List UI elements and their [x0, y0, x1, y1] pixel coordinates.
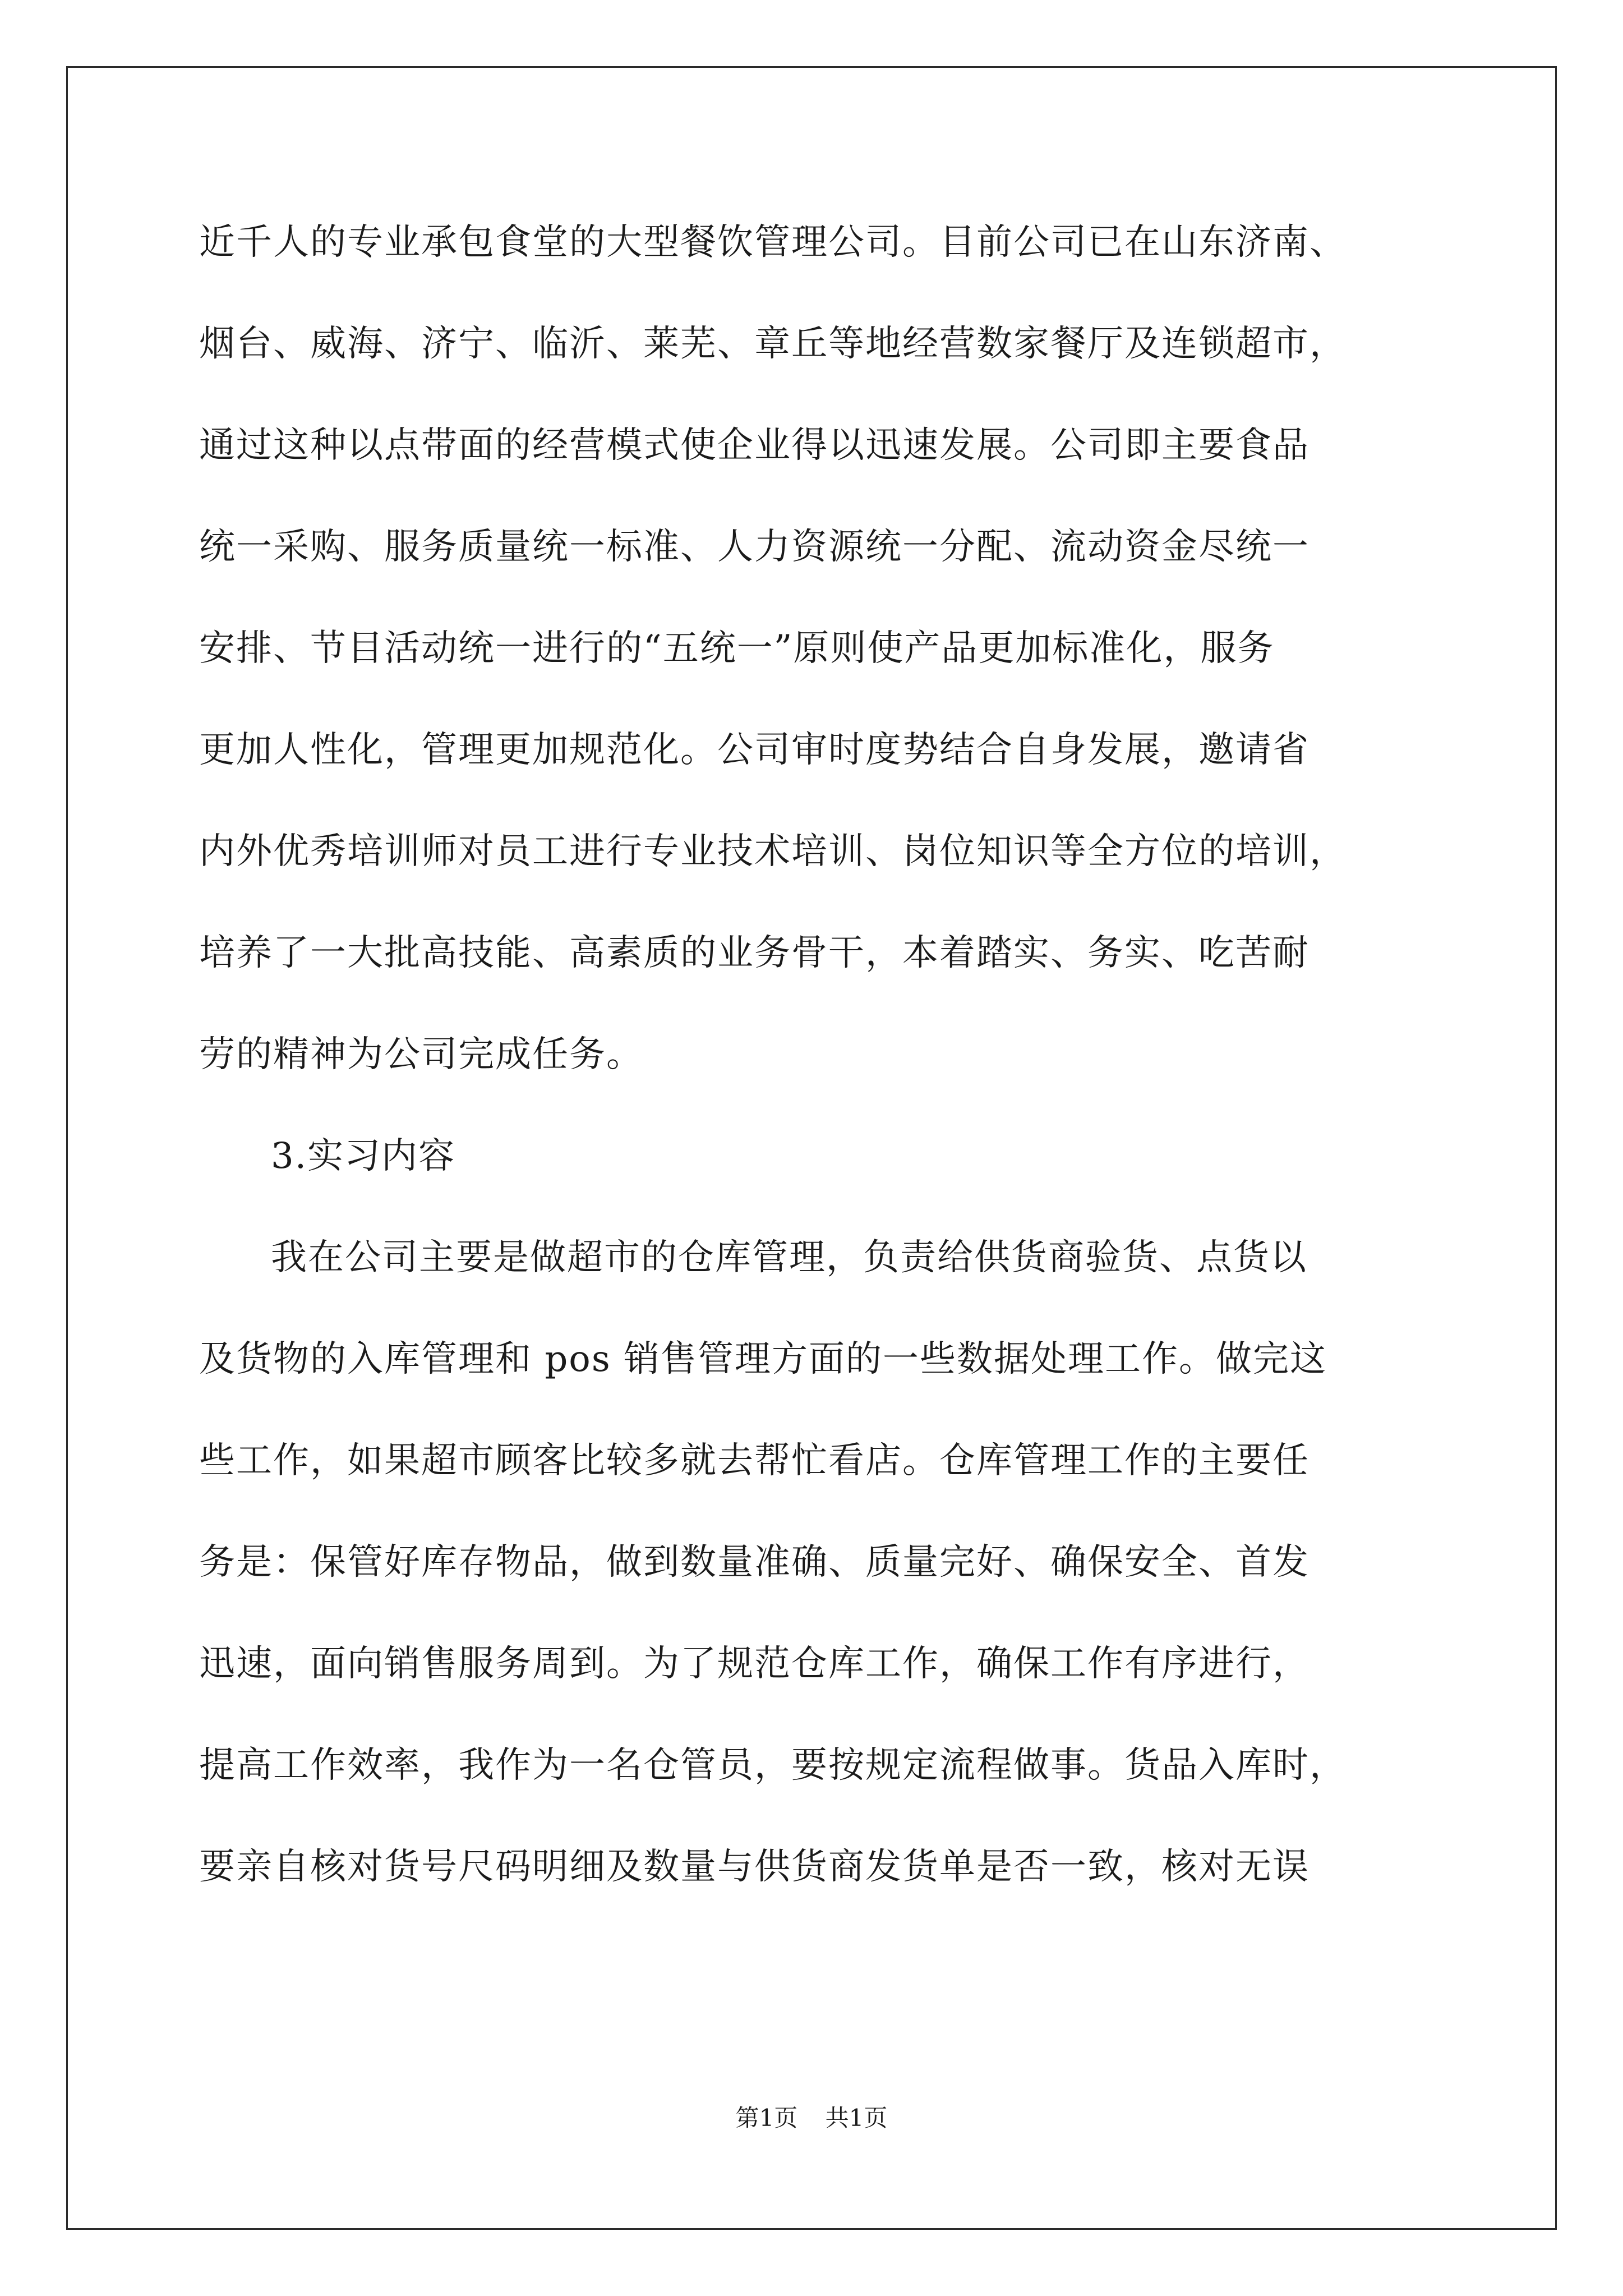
text-line: 提高工作效率，我作为一名仓管员，要按规定流程做事。货品入库时，: [199, 1745, 1347, 1786]
text-line: 近千人的专业承包食堂的大型餐饮管理公司。目前公司已在山东济南、: [199, 222, 1347, 263]
text-line: 及货物的入库管理和 pos 销售管理方面的一些数据处理工作。做完这: [199, 1338, 1327, 1380]
text-line: 烟台、威海、济宁、临沂、莱芜、章丘等地经营数家餐厅及连锁超市，: [199, 323, 1347, 365]
text-line: 务是：保管好库存物品，做到数量准确、质量完好、确保安全、首发: [199, 1542, 1310, 1583]
page-footer: [0, 2106, 1623, 2130]
text-line: 统一采购、服务质量统一标准、人力资源统一分配、流动资金尽统一: [199, 526, 1310, 568]
page-number: 第1页: [735, 2104, 798, 2132]
text-line: 培养了一大批高技能、高素质的业务骨干，本着踏实、务实、吃苦耐: [199, 932, 1310, 974]
document-body: [199, 224, 1427, 1950]
text-line: 更加人性化，管理更加规范化。公司审时度势结合自身发展，邀请省: [199, 729, 1310, 771]
paragraph-start-line: 我在公司主要是做超市的仓库管理，负责给供货商验货、点货以: [271, 1237, 1307, 1278]
text-line: 迅速，面向销售服务周到。为了规范仓库工作，确保工作有序进行，: [199, 1643, 1310, 1685]
text-line: 些工作，如果超市顾客比较多就去帮忙看店。仓库管理工作的主要任: [199, 1440, 1310, 1481]
total-pages: 共1页: [825, 2104, 888, 2132]
text-line: 内外优秀培训师对员工进行专业技术培训、岗位知识等全方位的培训，: [199, 831, 1347, 872]
section-heading: 3.实习内容: [271, 1135, 456, 1177]
text-line: 要亲自核对货号尺码明细及数量与供货商发货单是否一致，核对无误: [199, 1846, 1310, 1888]
text-line: 通过这种以点带面的经营模式使企业得以迅速发展。公司即主要食品: [199, 425, 1310, 466]
text-line: 劳的精神为公司完成任务。: [199, 1034, 643, 1075]
text-line: 安排、节目活动统一进行的“五统一”原则使产品更加标准化，服务: [199, 628, 1275, 669]
